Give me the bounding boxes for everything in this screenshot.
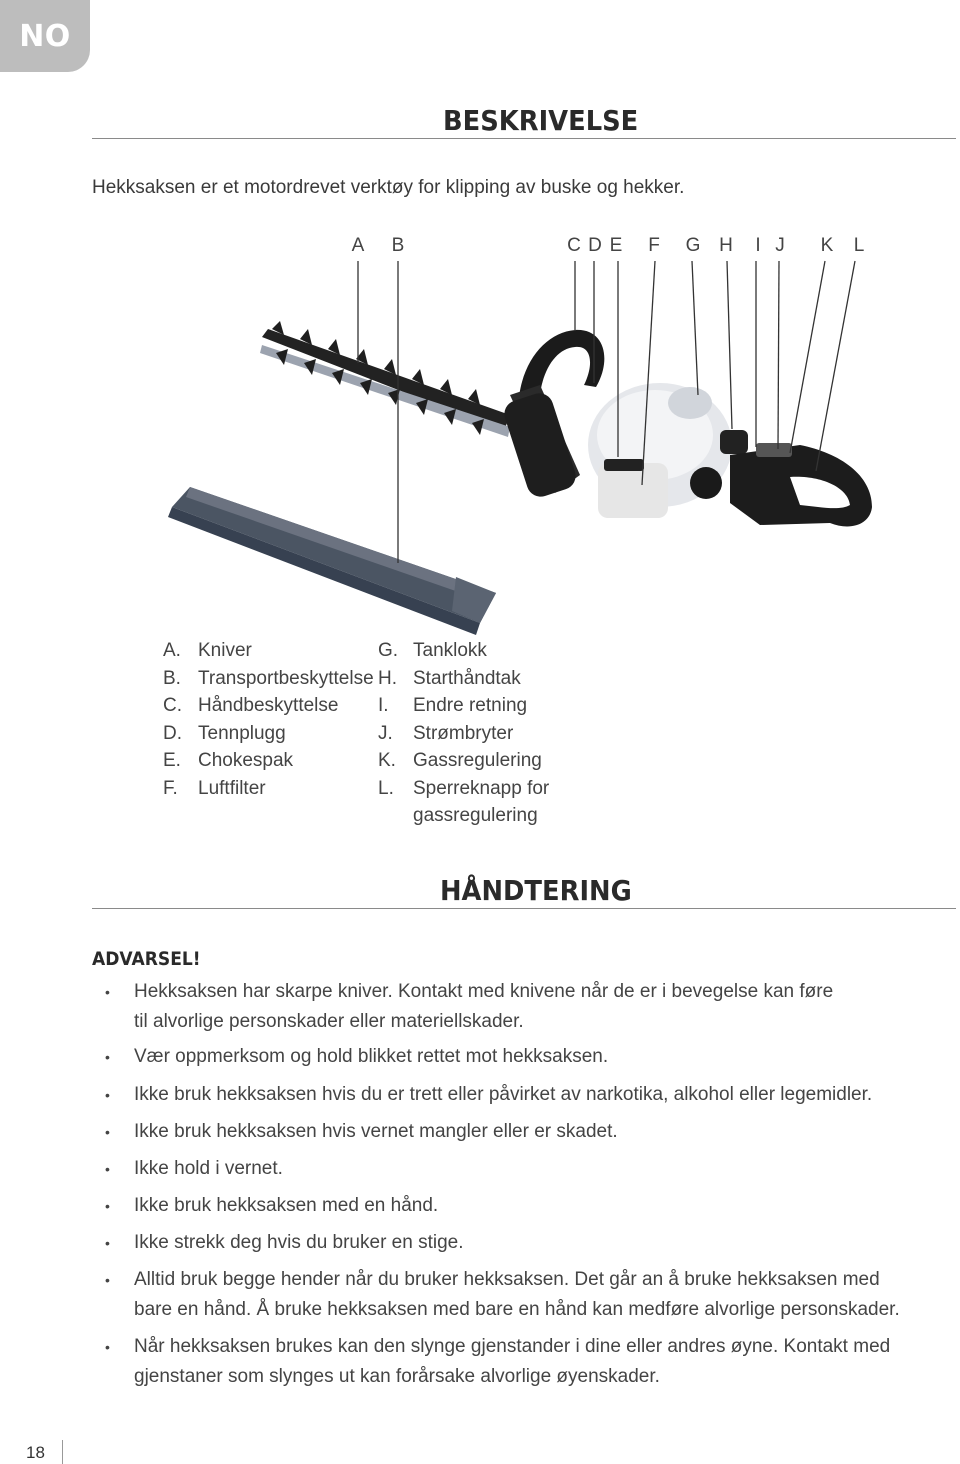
legend-item: E. Chokespak <box>163 750 294 771</box>
list-item: • Ikke hold i vernet. <box>105 1158 283 1179</box>
legend-item: K. Gassregulering <box>378 750 542 771</box>
callout-label-d: D <box>588 235 602 256</box>
legend-item: L. Sperreknapp for <box>378 777 550 799</box>
legend-item: I. Endre retning <box>378 695 528 716</box>
callout-label-g: G <box>685 235 701 256</box>
legend-item: C. Håndbeskyttelse <box>163 695 339 716</box>
section-title-handling: HÅNDTERING <box>440 874 632 907</box>
callout-label-k: K <box>820 235 834 256</box>
list-item: • Ikke bruk hekksaksen hvis du er trett eller påvirket av narkotika, alkohol eller legemidler. <box>105 1084 873 1105</box>
section-rule-description <box>92 138 956 139</box>
front-handle <box>501 330 605 500</box>
transport-guard <box>168 487 496 635</box>
legend-item: H. Starthåndtak <box>378 667 521 689</box>
page-number-divider <box>62 1440 63 1464</box>
list-item: • Hekksaksen har skarpe kniver. Kontakt med knivene når de er i bevegelse kan føre til alvorlige personskader eller materiellskader. <box>105 981 834 1032</box>
rear-handle <box>730 443 872 526</box>
list-item: • Ikke bruk hekksaksen med en hånd. <box>105 1195 439 1216</box>
language-code: NO <box>19 18 71 54</box>
callout-label-c: C <box>567 235 581 256</box>
callout-label-l: L <box>853 235 865 256</box>
callout-label-j: J <box>775 235 785 256</box>
legend-item: D. Tennplugg <box>163 722 286 744</box>
callout-label-f: F <box>648 235 660 256</box>
list-item: • Ikke strekk deg hvis du bruker en stige. <box>105 1232 464 1253</box>
legend-right <box>378 637 549 830</box>
section-rule-handling <box>92 908 956 909</box>
callout-label-a: A <box>351 235 365 256</box>
callout-label-e: E <box>609 235 623 256</box>
intro-text: Hekksaksen er et motordrevet verktøy for klipping av buske og hekker. <box>92 177 685 198</box>
hedge-trimmer-figure <box>0 225 960 635</box>
page-number: 18 <box>26 1443 45 1462</box>
legend-item: B. Transportbeskyttelse <box>163 667 374 689</box>
callout-label-h: H <box>719 235 733 256</box>
legend-item: F. Luftfilter <box>163 777 266 799</box>
callout-label-b: B <box>391 235 405 256</box>
engine-housing <box>588 383 748 518</box>
list-item: • Vær oppmerksom og hold blikket rettet mot hekksaksen. <box>105 1046 609 1067</box>
list-item: • Når hekksaksen brukes kan den slynge gjenstander i dine eller andres øyne. Kontakt med gjenstaner som slynges ut kan forårsake alvorlige øyenskader. <box>105 1336 891 1387</box>
legend-item: J. Strømbryter <box>378 722 514 744</box>
callout-labels <box>352 235 865 256</box>
section-title-description: BESKRIVELSE <box>443 104 639 137</box>
language-tab <box>0 0 90 72</box>
legend-item: G. Tanklokk <box>378 640 487 661</box>
list-item: • Alltid bruk begge hender når du bruker hekksaksen. Det går an å bruke hekksaksen med bare en hånd. Å bruke hekksaksen med bare en hånd kan medføre alvorlige personskader. <box>105 1269 900 1320</box>
legend-left <box>163 637 374 802</box>
legend-item: gassregulering <box>413 805 538 826</box>
callout-label-i: I <box>755 235 761 256</box>
legend-item: A. Kniver <box>163 640 252 661</box>
warning-label: ADVARSEL! <box>92 948 201 970</box>
list-item: • Ikke bruk hekksaksen hvis vernet mangler eller er skadet. <box>105 1121 618 1142</box>
blade <box>260 321 510 437</box>
